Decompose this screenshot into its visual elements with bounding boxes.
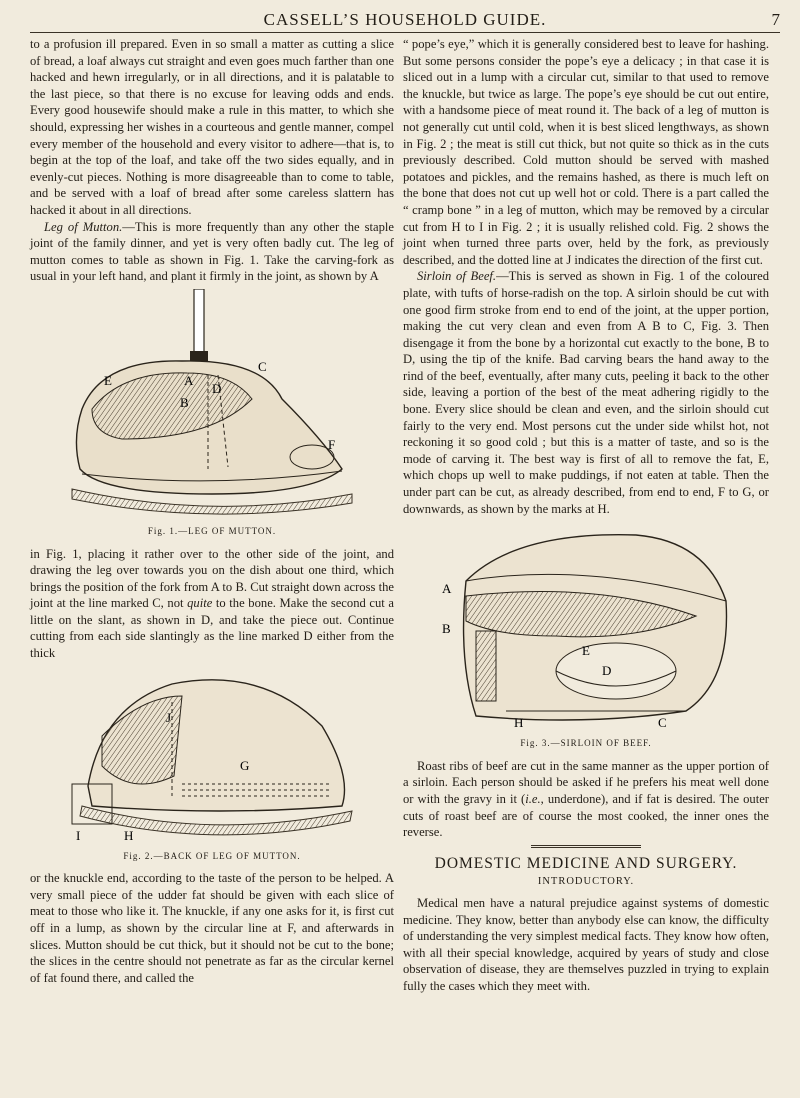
- figure-caption: Fig. 1.—LEG OF MUTTON.: [147, 525, 277, 536]
- paragraph-text: —This is more frequently than any other the staple joint of the family dinner, and yet is very often badly cut. The leg of mutton comes to table as shown in Fig. 1. Take the carving-fork as usual in your left hand, and plant it firmly in the joint, as shown by A: [30, 219, 395, 284]
- section-title: DOMESTIC MEDICINE AND SURGERY.: [434, 854, 738, 872]
- emphasis: i.e.: [525, 792, 541, 806]
- paragraph: [30, 546, 394, 662]
- paragraph-sirloin: [403, 268, 769, 517]
- section-heading: Leg of Mutton.: [44, 219, 123, 234]
- paragraph-text: , underdone), and if fat is desired. The outer cuts of roast beef are of course the most cooked, the inner ones the reverse.: [403, 792, 769, 840]
- paragraph-leg-of-mutton: [30, 219, 394, 285]
- paragraph: “ pope’s eye,” which it is generally considered best to leave for hashing. But some persons consider the pope’s eye a delicacy ; in that case it is sliced out in a lump with a circular cut, similar to that used to remove the knuckle, but twice as large. The pope’s eye should be cut out entire, with a handsome piece of meat round it. The back of a leg of mutton is not generally cut until cold, when it is best sliced lengthways, as shown in Fig. 2 ; the meat is still cut thick, but not quite so thick as in the cuts previously described. Cold mutton should be served with mashed potatoes and pickles, and the remains hashed, as there is much left on the bone that does not cut up well hot or cold. There is a part called the “ cramp bone ” in a leg of mutton, which may be removed by a circular cut from H to I in Fig. 2 ; it is usually relished cold. Fig. 2 shows the joint when turned three parts over, held by the fork, as previously described, and the dotted line at J indicates the direction of the first cut.: [403, 37, 769, 267]
- emphasis: quite: [187, 596, 213, 611]
- section-heading: Sirloin of Beef.: [417, 269, 497, 284]
- label-a: A: [442, 581, 452, 597]
- label-i: I: [76, 827, 81, 843]
- paragraph-text: —This is served as shown in Fig. 1 of the coloured plate, with tufts of horse-radish on the top. A sirloin should be cut with one good firm stroke from end to end of the joint, at the upper portion, making the cut very clean and even from A B to C, Fig. 3. Then disengage it from the bone by a horizontal cut exactly to the bone, B to D, using the tip of the knife. Bad carving bears the hand away to the rind of the beef, eventually, after many cuts, peeling it back to the other side, leaving a portion of the best of the meat adhering rigidly to the bone. Every slice should be clean and even, and the sirloin should cut fairly to the very end. Most persons cut the under side whilst hot, not reckoning it so good cold ; but this is a matter of taste, and so is the mode of carving it. The best way is first of all to remove the fat, E, which chops up well to make puddings, if not eaten at table. Then the under part can be cut, as already described, from end to end, F to G, or downwards, as shown by the marks at H.: [403, 269, 770, 516]
- leg-of-mutton-illustration: [62, 289, 362, 521]
- section-subtitle: INTRODUCTORY.: [537, 876, 635, 888]
- label-c: C: [658, 715, 667, 731]
- page-number: 7: [771, 10, 780, 29]
- figure-3-sirloin-of-beef: [403, 521, 769, 752]
- right-column: [403, 36, 769, 995]
- sirloin-illustration: [436, 521, 736, 733]
- divider-rule: [531, 845, 641, 848]
- label-d: D: [212, 380, 222, 396]
- label-a: A: [184, 372, 194, 388]
- paragraph-text: Roast ribs of beef are cut in the same manner as the upper portion of a sirloin. Each person should be asked if he prefers his meat well done or with the gravy in it (: [403, 758, 769, 806]
- paragraph: [403, 758, 769, 841]
- paragraph: Medical men have a natural prejudice against systems of domestic medicine. They know, better than anybody else can know, the difficulty of understanding the very simplest medical facts. They know how often, with all their special knowledge, acquired by years of study and close observation of disease, they are themselves puzzled in trying to explain fully the cases which they meet with.: [403, 895, 769, 993]
- left-column: [30, 36, 394, 986]
- running-header: [30, 8, 780, 33]
- label-d: D: [602, 663, 612, 679]
- figure-caption: Fig. 3.—SIRLOIN OF BEEF.: [520, 738, 652, 749]
- label-b: B: [442, 621, 451, 637]
- figure-1-leg-of-mutton: [30, 289, 394, 540]
- label-g: G: [240, 757, 250, 773]
- running-title: CASSELL’S HOUSEHOLD GUIDE.: [263, 10, 547, 29]
- paragraph-text: to the bone. Make the second cut a little on the slant, as shown in D, and take the piece out. Continue cutting from each side slantingly as the line marked D either from the thick: [30, 596, 394, 661]
- label-f: F: [328, 436, 336, 452]
- back-of-leg-illustration: [62, 666, 362, 846]
- paragraph: to a profusion ill prepared. Even in so small a matter as cutting a slice of bread, a loaf always cut straight and even goes much farther than one hacked and hewn irregularly, or in all directions, and it is palatable to the last piece, so that there is no excuse for leaving odds and ends. Every good housewife should make a rule in this matter, to which she should, expressing her wishes in a courteous and gentle manner, compel every member of the household and every visitor to adhere—that is, to begin at the top of the loaf, and take off the two sides equally, and in evenly-cut pieces. Nothing is more disagreeable than to come to table, and be served with a loaf of bread after some careless slattern has hacked it about in all directions.: [30, 37, 394, 217]
- label-j: J: [166, 709, 172, 725]
- paragraph: or the knuckle end, according to the taste of the person to be helped. A very small piece of the udder fat should be given with each slice of meat to those who like it. The knuckle, if any one asks for it, is first cut off in a lump, as shown by the circular line at F, and afterwards in slices. Mutton should be cut thick, but it should not be cut to the bone; the slices in the centre should not penetrate as far as the circular kernel of fat found there, and called the: [30, 871, 394, 985]
- figure-caption: Fig. 2.—BACK OF LEG OF MUTTON.: [123, 850, 301, 861]
- figure-2-back-of-leg: [30, 666, 394, 865]
- paragraph-text: in Fig. 1, placing it rather over to the other side of the joint, and drawing the leg over towards you on the dish about one third, which brings the position of the fork from A to B. Cut straight down across the joint at the line marked C, not: [30, 546, 394, 611]
- label-e: E: [104, 372, 112, 388]
- label-c: C: [258, 358, 267, 374]
- label-h: H: [124, 827, 134, 843]
- label-h: H: [514, 715, 524, 731]
- label-e: E: [582, 643, 590, 659]
- label-b: B: [180, 394, 189, 410]
